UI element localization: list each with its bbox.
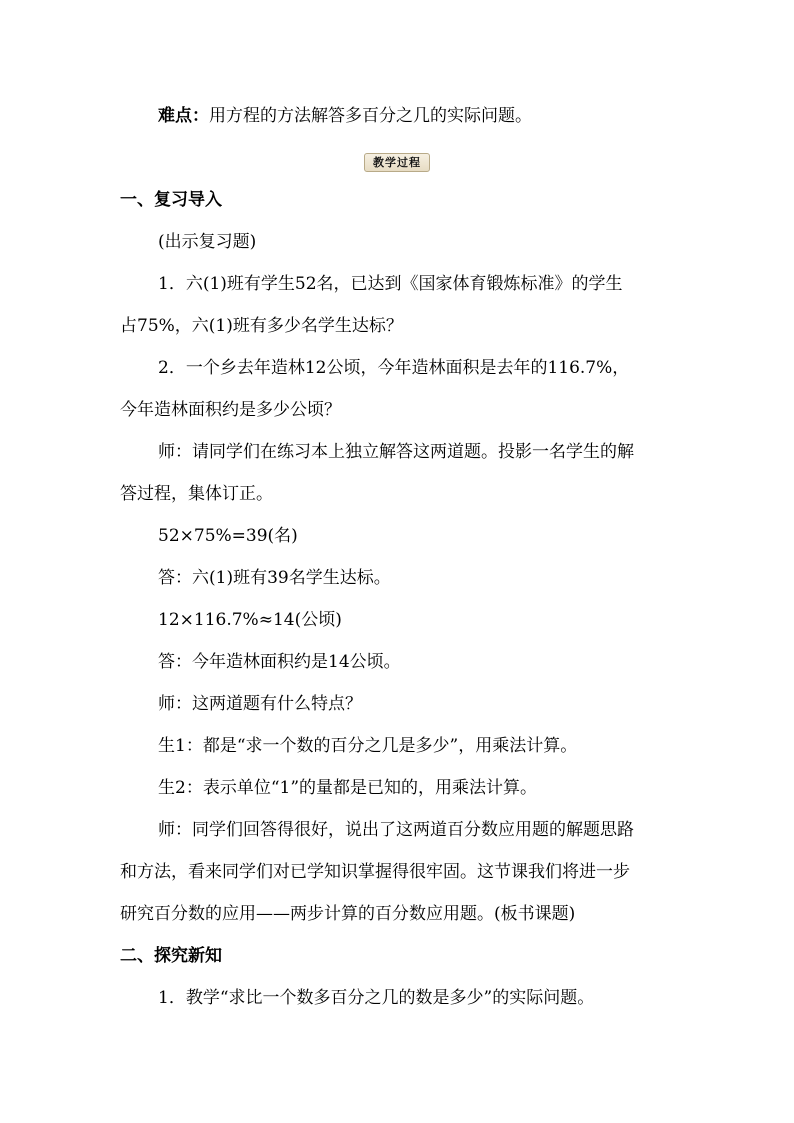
section-title-container bbox=[0, 151, 794, 172]
part2-heading: 二、探究新知 bbox=[120, 946, 222, 966]
difficulty-paragraph bbox=[158, 104, 532, 128]
question2-line1: 2．一个乡去年造林12公顷，今年造林面积是去年的116.7%， bbox=[158, 358, 630, 378]
teacher-summary-line1: 师：同学们回答得很好，说出了这两道百分数应用题的解题思路 bbox=[158, 820, 634, 840]
difficulty-text: 用方程的方法解答多百分之几的实际问题。 bbox=[209, 106, 532, 126]
teacher-instruction-line1: 师：请同学们在练习本上独立解答这两道题。投影一名学生的解 bbox=[158, 442, 634, 462]
student2-reply: 生2：表示单位“1”的量都是已知的，用乘法计算。 bbox=[158, 778, 538, 798]
answer-2: 答：今年造林面积约是14公顷。 bbox=[158, 652, 401, 672]
part2-item1: 1．教学“求比一个数多百分之几的数是多少”的实际问题。 bbox=[158, 988, 595, 1008]
teacher-summary-line3: 研究百分数的应用——两步计算的百分数应用题。(板书课题) bbox=[120, 904, 576, 924]
question1-line2: 占75%，六(1)班有多少名学生达标？ bbox=[120, 316, 403, 336]
question2-line2: 今年造林面积约是多少公顷？ bbox=[120, 400, 341, 420]
calculation-1: 52×75%=39(名) bbox=[158, 526, 298, 546]
teacher-summary-line2: 和方法，看来同学们对已学知识掌握得很牢固。这节课我们将进一步 bbox=[120, 862, 630, 882]
section-title-badge: 教学过程 bbox=[364, 153, 430, 172]
review-note: (出示复习题) bbox=[158, 232, 257, 252]
teacher-instruction-line2: 答过程，集体订正。 bbox=[120, 484, 273, 504]
part1-heading: 一、复习导入 bbox=[120, 190, 222, 210]
question1-line1: 1．六(1)班有学生52名，已达到《国家体育锻炼标准》的学生 bbox=[158, 274, 623, 294]
difficulty-label: 难点： bbox=[158, 106, 209, 126]
student1-reply: 生1：都是“求一个数的百分之几是多少”，用乘法计算。 bbox=[158, 736, 578, 756]
calculation-2: 12×116.7%≈14(公顷) bbox=[158, 610, 342, 630]
teacher-question: 师：这两道题有什么特点？ bbox=[158, 694, 362, 714]
answer-1: 答：六(1)班有39名学生达标。 bbox=[158, 568, 391, 588]
